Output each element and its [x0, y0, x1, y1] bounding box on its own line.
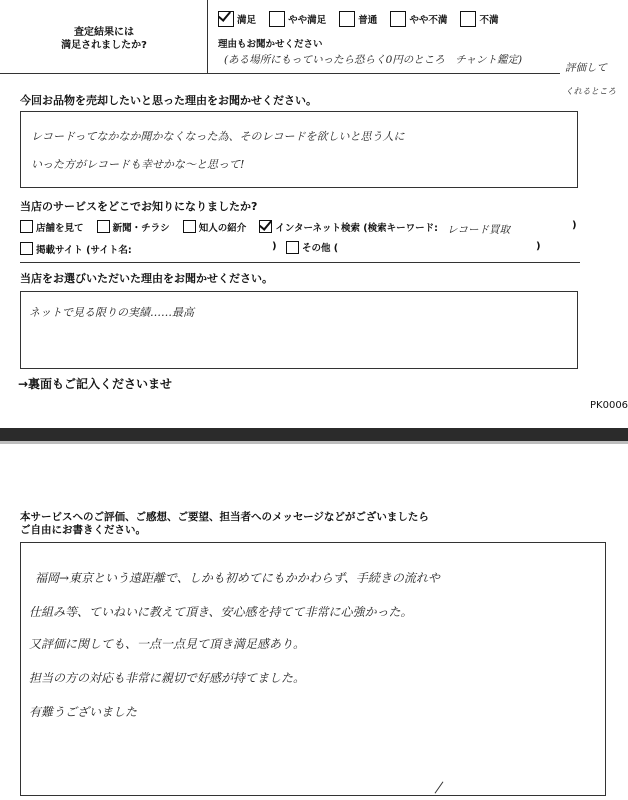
checkbox[interactable] — [339, 11, 355, 27]
option-label: インターネット検索 (検索キーワード: — [275, 222, 438, 234]
source-option-internet[interactable] — [259, 220, 438, 234]
checkbox[interactable] — [97, 220, 110, 233]
choose-reason-question: 当店をお選びいただいた理由をお聞かせください。 — [20, 272, 273, 285]
option-dissatisfied[interactable] — [460, 11, 498, 27]
option-label: やや満足 — [288, 15, 327, 26]
option-label: 掲載サイト (サイト名: — [36, 244, 132, 256]
source-options-row2 — [20, 240, 580, 259]
page-code: PK0006 — [590, 400, 628, 411]
checkbox[interactable] — [269, 11, 285, 27]
source-rule — [20, 262, 580, 263]
checkbox[interactable] — [183, 220, 196, 233]
margin-note-line1: 評価して — [565, 62, 607, 74]
source-option-newspaper[interactable] — [97, 220, 170, 234]
checkbox[interactable] — [460, 11, 476, 27]
choose-reason-answer-box — [20, 291, 578, 369]
checkbox-checked[interactable] — [218, 11, 234, 27]
feedback-line-1: 福岡→東京という遠距離で、しかも初めてにもかかわらず、手続きの流れや — [35, 571, 440, 585]
checkbox[interactable] — [20, 220, 33, 233]
feedback-line-3: 又評価に関しても、一点一点見て頂き満足感あり。 — [29, 637, 306, 651]
source-option-store[interactable] — [20, 220, 84, 234]
option-label: 満足 — [237, 15, 257, 26]
option-satisfied[interactable] — [218, 11, 256, 27]
sell-reason-answer-line1: レコードってなかなか聞かなくなった為、そのレコードを欲しいと思う人に — [31, 130, 405, 143]
checkbox[interactable] — [20, 242, 33, 255]
feedback-line-4: 担当の方の対応も非常に親切で好感が持てました。 — [29, 671, 306, 685]
back-side-note: →裏面もご記入くださいませ — [18, 377, 173, 391]
other-close-paren: ) — [536, 241, 541, 252]
option-label: やや不満 — [409, 15, 448, 26]
option-label: 新聞・チラシ — [112, 222, 170, 234]
page-divider — [0, 428, 628, 441]
source-question: 当店のサービスをどこでお知りになりましたか? — [20, 200, 258, 213]
satisfaction-question-line2: 満足されましたか? — [61, 40, 147, 51]
search-keyword-handwriting: レコード買取 — [447, 224, 511, 236]
option-somewhat-dissatisfied[interactable] — [390, 11, 447, 27]
reason-handwriting: (ある場所にもっていったら恐らく0円のところ チャント鑑定) — [224, 54, 523, 66]
feedback-line-5: 有難うございました — [29, 705, 138, 719]
feedback-answer-box — [20, 542, 606, 796]
satisfaction-question-cell — [0, 0, 208, 74]
option-neutral[interactable] — [339, 11, 377, 27]
reason-label: 理由もお聞かせください — [218, 39, 323, 50]
sell-reason-question: 今回お品物を売却したいと思った理由をお聞かせください。 — [20, 94, 317, 107]
feedback-line-2: 仕組み等、ていねいに教えて頂き、安心感を持てて非常に心強かった。 — [29, 605, 413, 619]
option-label: その他 ( — [302, 243, 339, 254]
listing-close-paren: ) — [272, 241, 277, 252]
source-option-other[interactable] — [286, 240, 338, 254]
top-rule — [0, 73, 560, 74]
option-label: 普通 — [358, 15, 378, 26]
sell-reason-answer-box — [20, 111, 578, 188]
page-divider-shadow — [0, 441, 628, 444]
sell-reason-answer-line2: いった方がレコードも幸せかな〜と思って! — [31, 158, 245, 171]
source-options-row1 — [20, 218, 510, 237]
feedback-prompt-line2: ご自由にお書きください。 — [20, 524, 146, 536]
source-option-listing-site[interactable] — [20, 242, 132, 256]
option-somewhat-satisfied[interactable] — [269, 11, 326, 27]
satisfaction-question-line1: 査定結果には — [74, 27, 134, 38]
option-label: 知人の紹介 — [198, 222, 247, 234]
feedback-prompt-line1: 本サービスへのご評価、ご感想、ご要望、担当者へのメッセージなどがございましたら — [20, 511, 429, 523]
checkbox[interactable] — [390, 11, 406, 27]
keyword-close-paren: ) — [572, 220, 577, 231]
source-option-referral[interactable] — [183, 220, 247, 234]
option-label: 不満 — [479, 15, 499, 26]
option-label: 店舗を見て — [36, 222, 84, 234]
satisfaction-options — [218, 11, 506, 31]
margin-note-line2: くれるところ — [565, 87, 617, 97]
choose-reason-answer: ネットで見る限りの実績……最高 — [29, 306, 194, 319]
checkbox-checked[interactable] — [259, 220, 272, 233]
checkbox[interactable] — [286, 241, 299, 254]
